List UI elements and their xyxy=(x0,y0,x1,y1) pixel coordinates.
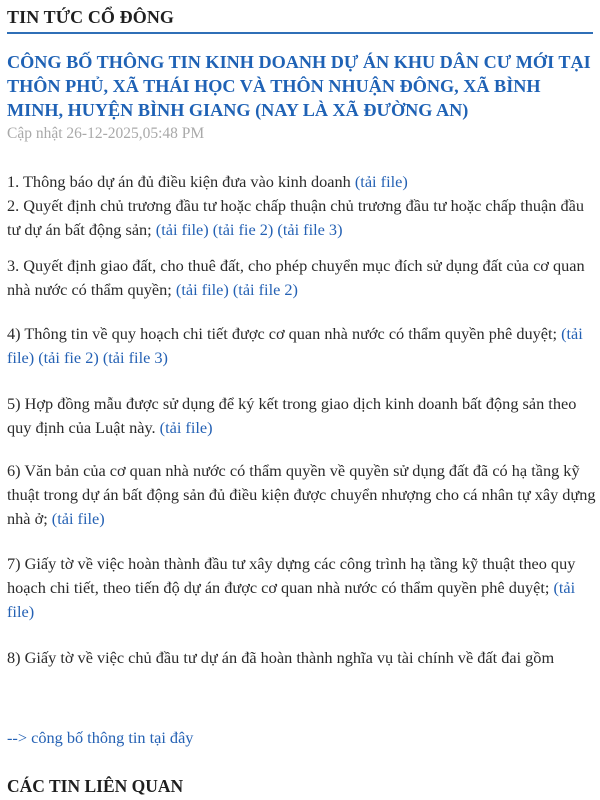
item-text: 6) Văn bản của cơ quan nhà nước có thẩm quyền về quyền sử dụng đất đã có hạ tầng kỹ thuật trong dự án bất động sản đủ điều kiện được chuyển nhượng cho cá nhân tự xây dựng nhà ở; xyxy=(7,461,596,528)
list-item xyxy=(7,392,597,440)
item-text: 4) Thông tin về quy hoạch chi tiết được cơ quan nhà nước có thẩm quyền phê duyệt; xyxy=(7,324,562,343)
item-text: 3. Quyết định giao đất, cho thuê đất, cho phép chuyển mục đích sử dụng đất của cơ quan nhà nước có thẩm quyền; xyxy=(7,256,585,299)
article-title: CÔNG BỐ THÔNG TIN KINH DOANH DỰ ÁN KHU DÂN CƯ MỚI TẠI THÔN PHỦ, XÃ THÁI HỌC VÀ THÔN NHUẬN ĐÔNG, XÃ BÌNH MINH, HUYỆN BÌNH GIANG (NAY LÀ XÃ ĐƯỜNG AN) xyxy=(7,52,591,120)
download-link-2[interactable]: (tải fie 2) xyxy=(38,348,99,367)
download-link[interactable]: (tải file) xyxy=(354,172,408,191)
download-link-2[interactable]: (tải fie 2) xyxy=(212,220,274,239)
item-text: 8) Giấy tờ về việc chủ đầu tư dự án đã hoàn thành nghĩa vụ tài chính về đất đai gồm xyxy=(7,648,555,667)
disclosure-link[interactable]: --> công bố thông tin tại đây xyxy=(7,728,194,747)
updated-timestamp: Cập nhật 26-12-2025,05:48 PM xyxy=(7,125,205,142)
list-item xyxy=(7,459,597,531)
list-item xyxy=(7,646,597,670)
item-text: 1. Thông báo dự án đủ điều kiện đưa vào kinh doanh xyxy=(7,172,355,191)
item-text: 2. Quyết định chủ trương đầu tư hoặc chấp thuận chủ trương đầu tư hoặc chấp thuận đầu tư dự án bất động sản; xyxy=(7,196,584,239)
list-item xyxy=(7,170,597,194)
download-link[interactable]: (tải file) xyxy=(7,324,583,367)
download-link-3[interactable]: (tải file 3) xyxy=(277,220,343,239)
list-item xyxy=(7,322,597,370)
download-link[interactable]: (tải file) xyxy=(159,418,213,437)
list-item xyxy=(7,254,597,302)
item-text: 7) Giấy tờ về việc hoàn thành đầu tư xây dựng các công trình hạ tầng kỹ thuật theo quy hoạch chi tiết, theo tiến độ dự án được cơ quan nhà nước có thẩm quyền phê duyệt; xyxy=(7,554,576,597)
download-link[interactable]: (tải file) xyxy=(155,220,209,239)
section-title: TIN TỨC CỔ ĐÔNG xyxy=(7,7,175,27)
download-link-3[interactable]: (tải file 3) xyxy=(102,348,168,367)
related-news-heading: CÁC TIN LIÊN QUAN xyxy=(7,776,184,796)
download-link-2[interactable]: (tải file 2) xyxy=(232,280,298,299)
section-header xyxy=(7,0,593,34)
list-item xyxy=(7,552,597,624)
download-link[interactable]: (tải file) xyxy=(175,280,229,299)
download-link[interactable]: (tải file) xyxy=(7,578,576,621)
download-link[interactable]: (tải file) xyxy=(51,509,105,528)
list-item xyxy=(7,194,597,242)
item-text: 5) Hợp đồng mẫu được sử dụng để ký kết trong giao dịch kinh doanh bất động sản theo quy định của Luật này. xyxy=(7,394,577,437)
